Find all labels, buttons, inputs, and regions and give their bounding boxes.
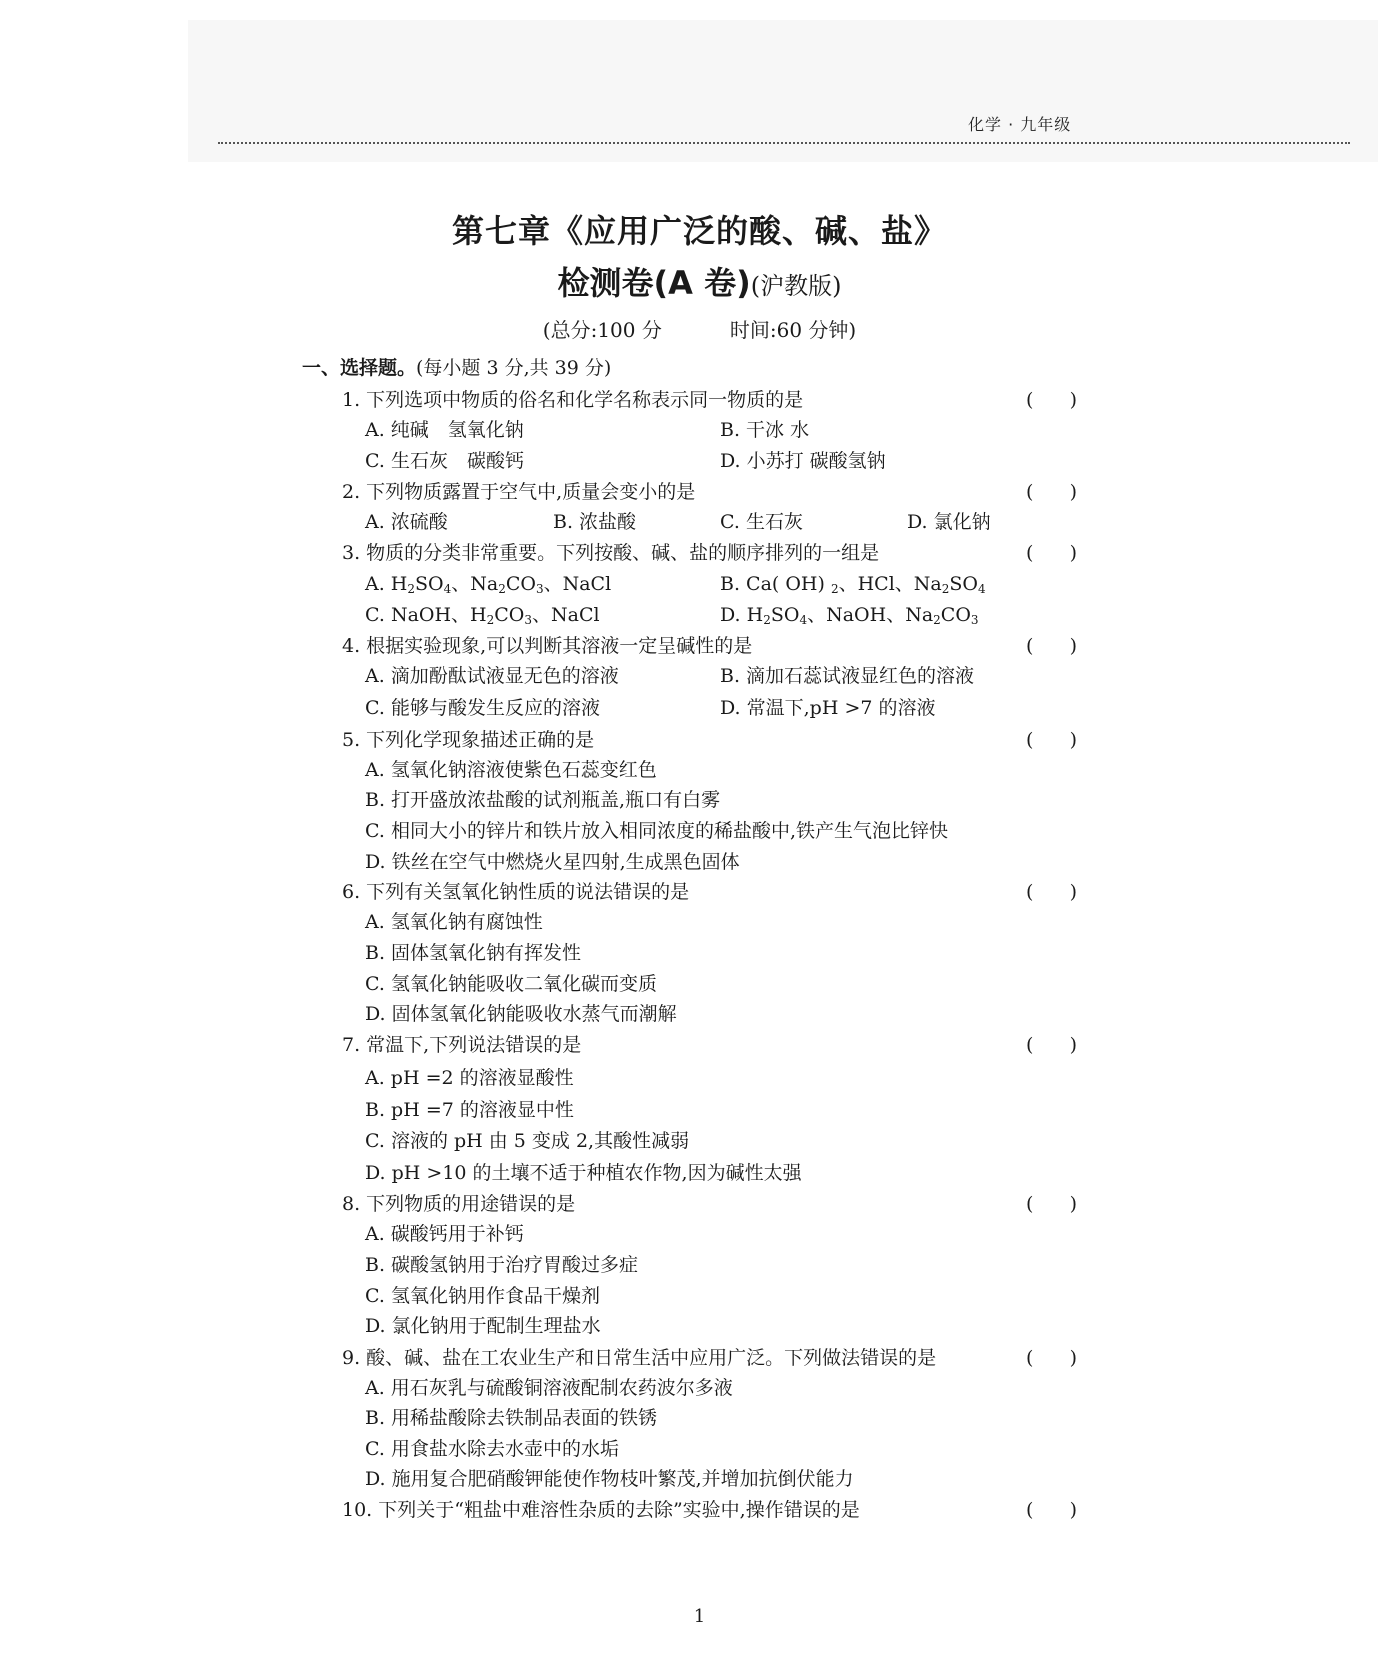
question-3-option-b: B. Ca( OH) $_2$、HCl、$Na_2SO_4$ (720, 573, 986, 596)
question-1-option-b: B. 干冰 水 (720, 419, 810, 441)
question-7-option-d: D. pH >10 的土壤不适于种植农作物,因为碱性太强 (365, 1162, 802, 1184)
question-3-stem: 3. 物质的分类非常重要。下列按酸、碱、盐的顺序排列的一组是 (342, 542, 880, 564)
question-3-answer-blank: ( ) (1026, 542, 1078, 564)
page-number: 1 (693, 1606, 706, 1627)
question-7-stem: 7. 常温下,下列说法错误的是 (342, 1034, 582, 1056)
question-9-option-a: A. 用石灰乳与硫酸铜溶液配制农药波尔多液 (365, 1377, 733, 1399)
question-8-option-b: B. 碳酸氢钠用于治疗胃酸过多症 (365, 1254, 639, 1276)
question-5-option-d: D. 铁丝在空气中燃烧火星四射,生成黑色固体 (365, 851, 740, 873)
question-10-stem: 10. 下列关于“粗盐中难溶性杂质的去除”实验中,操作错误的是 (342, 1499, 860, 1521)
question-3-option-c: C. NaOH、$H_2CO_3$、NaCl (365, 604, 600, 627)
question-8-answer-blank: ( ) (1026, 1193, 1078, 1215)
header-band (188, 20, 1378, 162)
question-6-option-c: C. 氢氧化钠能吸收二氧化碳而变质 (365, 973, 657, 995)
question-4-stem: 4. 根据实验现象,可以判断其溶液一定呈碱性的是 (342, 635, 753, 657)
question-9-answer-blank: ( ) (1026, 1347, 1078, 1369)
question-6-option-d: D. 固体氢氧化钠能吸收水蒸气而潮解 (365, 1003, 677, 1025)
question-5-option-a: A. 氢氧化钠溶液使紫色石蕊变红色 (365, 759, 657, 781)
question-1-option-d: D. 小苏打 碳酸氢钠 (720, 450, 886, 472)
question-6-option-a: A. 氢氧化钠有腐蚀性 (365, 911, 543, 933)
question-9-option-b: B. 用稀盐酸除去铁制品表面的铁锈 (365, 1407, 658, 1429)
question-7-option-c: C. 溶液的 pH 由 5 变成 2,其酸性减弱 (365, 1130, 690, 1152)
question-2-stem: 2. 下列物质露置于空气中,质量会变小的是 (342, 481, 696, 503)
question-8-option-a: A. 碳酸钙用于补钙 (365, 1223, 524, 1245)
question-2-answer-blank: ( ) (1026, 481, 1078, 503)
question-1-option-a: A. 纯碱 氢氧化钠 (365, 419, 524, 441)
question-4-answer-blank: ( ) (1026, 635, 1078, 657)
exam-title: 第七章《应用广泛的酸、碱、盐》 (451, 212, 947, 250)
question-4-option-d: D. 常温下,pH >7 的溶液 (720, 697, 936, 719)
time-limit: 时间:60 分钟) (729, 318, 857, 342)
total-score: (总分:100 分 (542, 318, 662, 342)
question-2-option-c: C. 生石灰 (720, 511, 803, 533)
question-5-stem: 5. 下列化学现象描述正确的是 (342, 729, 595, 751)
question-9-stem: 9. 酸、碱、盐在工农业生产和日常生活中应用广泛。下列做法错误的是 (342, 1347, 937, 1369)
question-1-option-c: C. 生石灰 碳酸钙 (365, 450, 524, 472)
question-3-option-d: D. $H_2SO_4$、NaOH、$Na_2CO_3$ (720, 604, 979, 627)
header-subject-grade: 化学 · 九年级 (968, 115, 1072, 134)
exam-subtitle-main: 检测卷(A 卷) (557, 264, 751, 302)
question-5-option-b: B. 打开盛放浓盐酸的试剂瓶盖,瓶口有白雾 (365, 789, 721, 811)
question-10-answer-blank: ( ) (1026, 1499, 1078, 1521)
question-5-option-c: C. 相同大小的锌片和铁片放入相同浓度的稀盐酸中,铁产生气泡比锌快 (365, 820, 948, 842)
question-4-option-c: C. 能够与酸发生反应的溶液 (365, 697, 600, 719)
question-8-option-c: C. 氢氧化钠用作食品干燥剂 (365, 1285, 600, 1307)
question-7-option-a: A. pH =2 的溶液显酸性 (365, 1067, 574, 1089)
section-heading (302, 356, 611, 380)
question-2-option-d: D. 氯化钠 (907, 511, 991, 533)
question-6-stem: 6. 下列有关氢氧化钠性质的说法错误的是 (342, 881, 690, 903)
question-1-stem: 1. 下列选项中物质的俗名和化学名称表示同一物质的是 (342, 389, 804, 411)
question-7-answer-blank: ( ) (1026, 1034, 1078, 1056)
exam-edition: (沪教版) (750, 272, 842, 300)
question-2-option-a: A. 浓硫酸 (365, 511, 448, 533)
section-note: (每小题 3 分,共 39 分) (416, 357, 612, 379)
question-3-option-a: A. $H_2SO_4$、$Na_2CO_3$、NaCl (365, 573, 612, 596)
question-5-answer-blank: ( ) (1026, 729, 1078, 751)
question-1-answer-blank: ( ) (1026, 389, 1078, 411)
score-time-line (0, 314, 1399, 343)
question-6-option-b: B. 固体氢氧化钠有挥发性 (365, 942, 582, 964)
section-title: 一、选择题。 (302, 357, 417, 379)
header-dotted-rule (218, 142, 1350, 144)
question-4-option-b: B. 滴加石蕊试液显红色的溶液 (720, 665, 975, 687)
question-8-stem: 8. 下列物质的用途错误的是 (342, 1193, 576, 1215)
question-2-option-b: B. 浓盐酸 (553, 511, 637, 533)
question-9-option-c: C. 用食盐水除去水壶中的水垢 (365, 1438, 619, 1460)
question-9-option-d: D. 施用复合肥硝酸钾能使作物枝叶繁茂,并增加抗倒伏能力 (365, 1468, 854, 1490)
question-6-answer-blank: ( ) (1026, 881, 1078, 903)
question-8-option-d: D. 氯化钠用于配制生理盐水 (365, 1315, 601, 1337)
exam-subtitle (0, 258, 1399, 304)
question-4-option-a: A. 滴加酚酞试液显无色的溶液 (365, 665, 619, 687)
question-7-option-b: B. pH =7 的溶液显中性 (365, 1099, 574, 1121)
